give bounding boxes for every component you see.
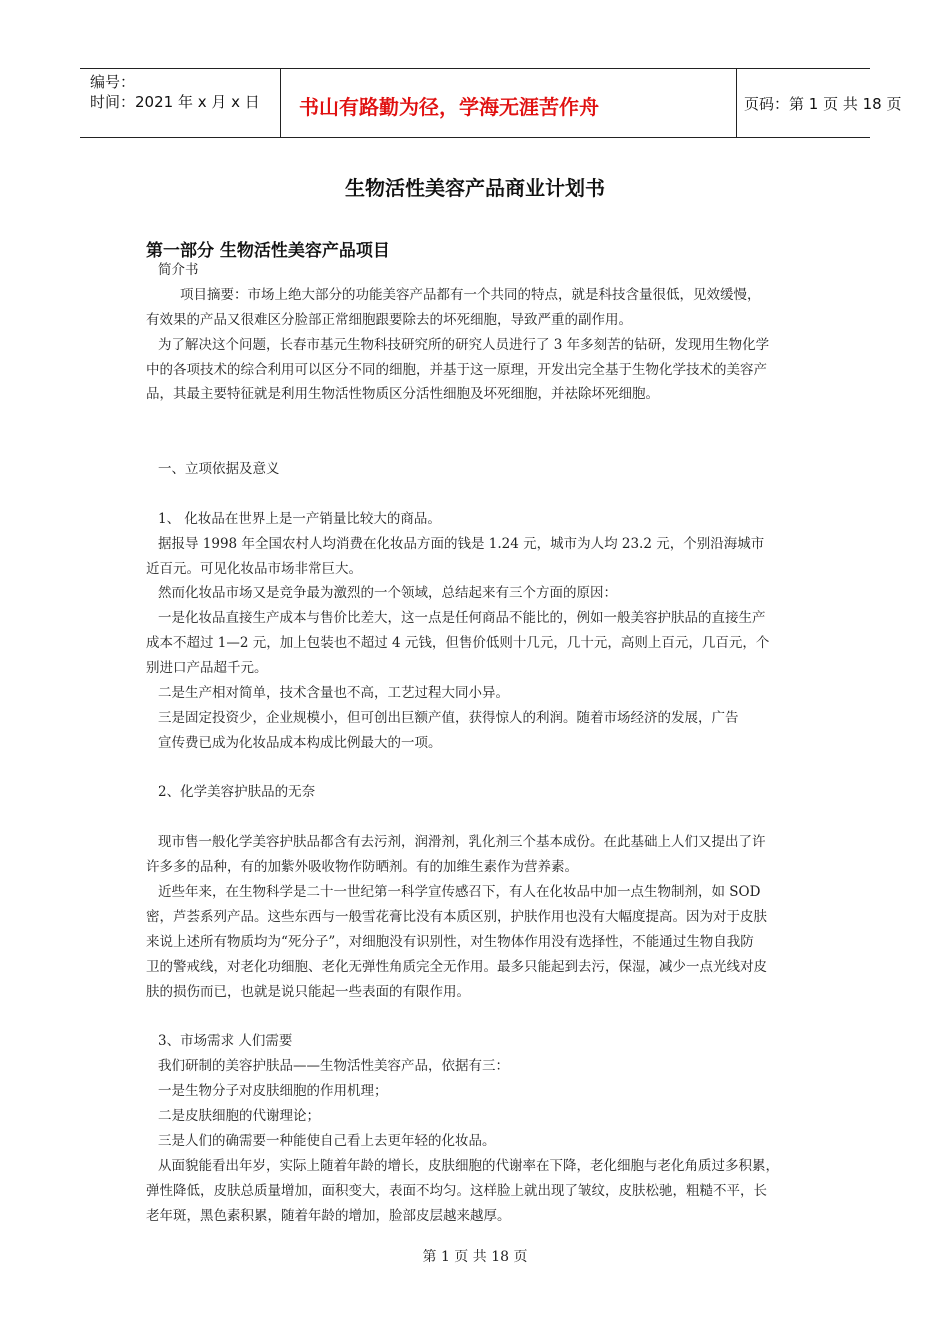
body-line: 近百元。可见化妆品市场非常巨大。 (146, 561, 362, 577)
section-heading: 一、立项依据及意义 (158, 461, 280, 477)
body-line: 据报导 1998 年全国农村人均消费在化妆品方面的钱是 1.24 元，城市为人均 23.2 元，个别沿海城市 (158, 536, 765, 552)
body-line: 成本不超过 1—2 元，加上包装也不超过 4 元钱，但售价低则十几元，几十元，高则上百元，几百元，个 (146, 635, 770, 651)
header-page-info: 页码：第 1 页 共 18 页 (744, 95, 902, 113)
page-footer: 第 1 页 共 18 页 (422, 1249, 528, 1265)
body-line: 别进口产品超千元。 (146, 660, 268, 676)
subsection-heading: 2、化学美容护肤品的无奈 (158, 784, 316, 800)
body-line: 然而化妆品市场又是竞争最为激烈的一个领域，总结起来有三个方面的原因： (158, 585, 617, 601)
document-title: 生物活性美容产品商业计划书 (345, 176, 605, 200)
body-line: 来说上述所有物质均为“死分子”，对细胞没有识别性，对生物体作用没有选择性，不能通过生物自我防 (146, 934, 754, 950)
body-line: 我们研制的美容护肤品——生物活性美容产品，依据有三： (158, 1058, 509, 1074)
body-line: 卫的警戒线，对老化功细胞、老化无弹性角质完全无作用。最多只能起到去污，保湿，减少一点光线对皮 (146, 959, 767, 975)
body-line: 二是皮肤细胞的代谢理论； (158, 1108, 320, 1124)
body-line: 二是生产相对简单，技术含量也不高，工艺过程大同小异。 (158, 685, 509, 701)
subsection-heading: 3、市场需求 人们需要 (158, 1033, 293, 1049)
body-line: 从面貌能看出年岁，实际上随着年龄的增长，皮肤细胞的代谢率在下降，老化细胞与老化角质过多积累， (158, 1158, 779, 1174)
header-meta-cell (80, 69, 280, 137)
part-heading: 第一部分 生物活性美容产品项目 (146, 241, 390, 261)
body-line: 肤的损伤而已，也就是说只能起一些表面的有限作用。 (146, 984, 470, 1000)
subsection-heading: 1、 化妆品在世界上是一产销量比较大的商品。 (158, 511, 441, 527)
body-line: 一是生物分子对皮肤细胞的作用机理； (158, 1083, 388, 1099)
document-date-label: 时间：2021 年 x 月 x 日 (90, 93, 260, 111)
body-line: 三是固定投资少，企业规模小，但可创出巨额产值，获得惊人的利润。随着市场经济的发展，广告 (158, 710, 739, 726)
body-line: 宣传费已成为化妆品成本构成比例最大的一项。 (158, 735, 442, 751)
header-table (80, 68, 902, 138)
body-line: 中的各项技术的综合利用可以区分不同的细胞，并基于这一原理，开发出完全基于生物化学技术的美容产 (146, 362, 767, 378)
header-motto-cell (280, 69, 737, 137)
body-line: 老年斑，黑色素积累，随着年龄的增加，脸部皮层越来越厚。 (146, 1208, 511, 1224)
body-line: 项目摘要：市场上绝大部分的功能美容产品都有一个共同的特点，就是科技含量很低，见效缓慢， (180, 287, 761, 303)
document-number-label: 编号： (90, 73, 136, 91)
body-line: 品，其最主要特征就是利用生物活性物质区分活性细胞及坏死细胞，并祛除坏死细胞。 (146, 386, 659, 402)
body-line: 为了解决这个问题，长春市基元生物科技研究所的研究人员进行了 3 年多刻苦的钻研，发现用生物化学 (158, 337, 770, 353)
body-line: 近些年来，在生物科学是二十一世纪第一科学宣传感召下，有人在化妆品中加一点生物制剂，如 SOD (158, 884, 761, 900)
header-page-cell (736, 69, 902, 137)
body-line: 现市售一般化学美容护肤品都含有去污剂，润滑剂，乳化剂三个基本成份。在此基础上人们又提出了许 (158, 834, 766, 850)
body-line: 有效果的产品又很难区分脸部正常细胞跟要除去的坏死细胞，导致严重的副作用。 (146, 312, 632, 328)
body-line: 一是化妆品直接生产成本与售价比差大，这一点是任何商品不能比的，例如一般美容护肤品的直接生产 (158, 610, 766, 626)
body-line: 许多多的品种，有的加紫外吸收物作防晒剂。有的加维生素作为营养素。 (146, 859, 578, 875)
body-line: 三是人们的确需要一种能使自己看上去更年轻的化妆品。 (158, 1133, 496, 1149)
body-line: 弹性降低，皮肤总质量增加，面积变大，表面不均匀。这样脸上就出现了皱纹，皮肤松驰，粗糙不平，长 (146, 1183, 767, 1199)
body-line: 简介书 (158, 262, 199, 278)
header-motto: 书山有路勤为径，学海无涯苦作舟 (299, 95, 599, 119)
body-line: 密，芦荟系列产品。这些东西与一般雪花膏比没有本质区别，护肤作用也没有大幅度提高。因为对于皮肤 (146, 909, 767, 925)
